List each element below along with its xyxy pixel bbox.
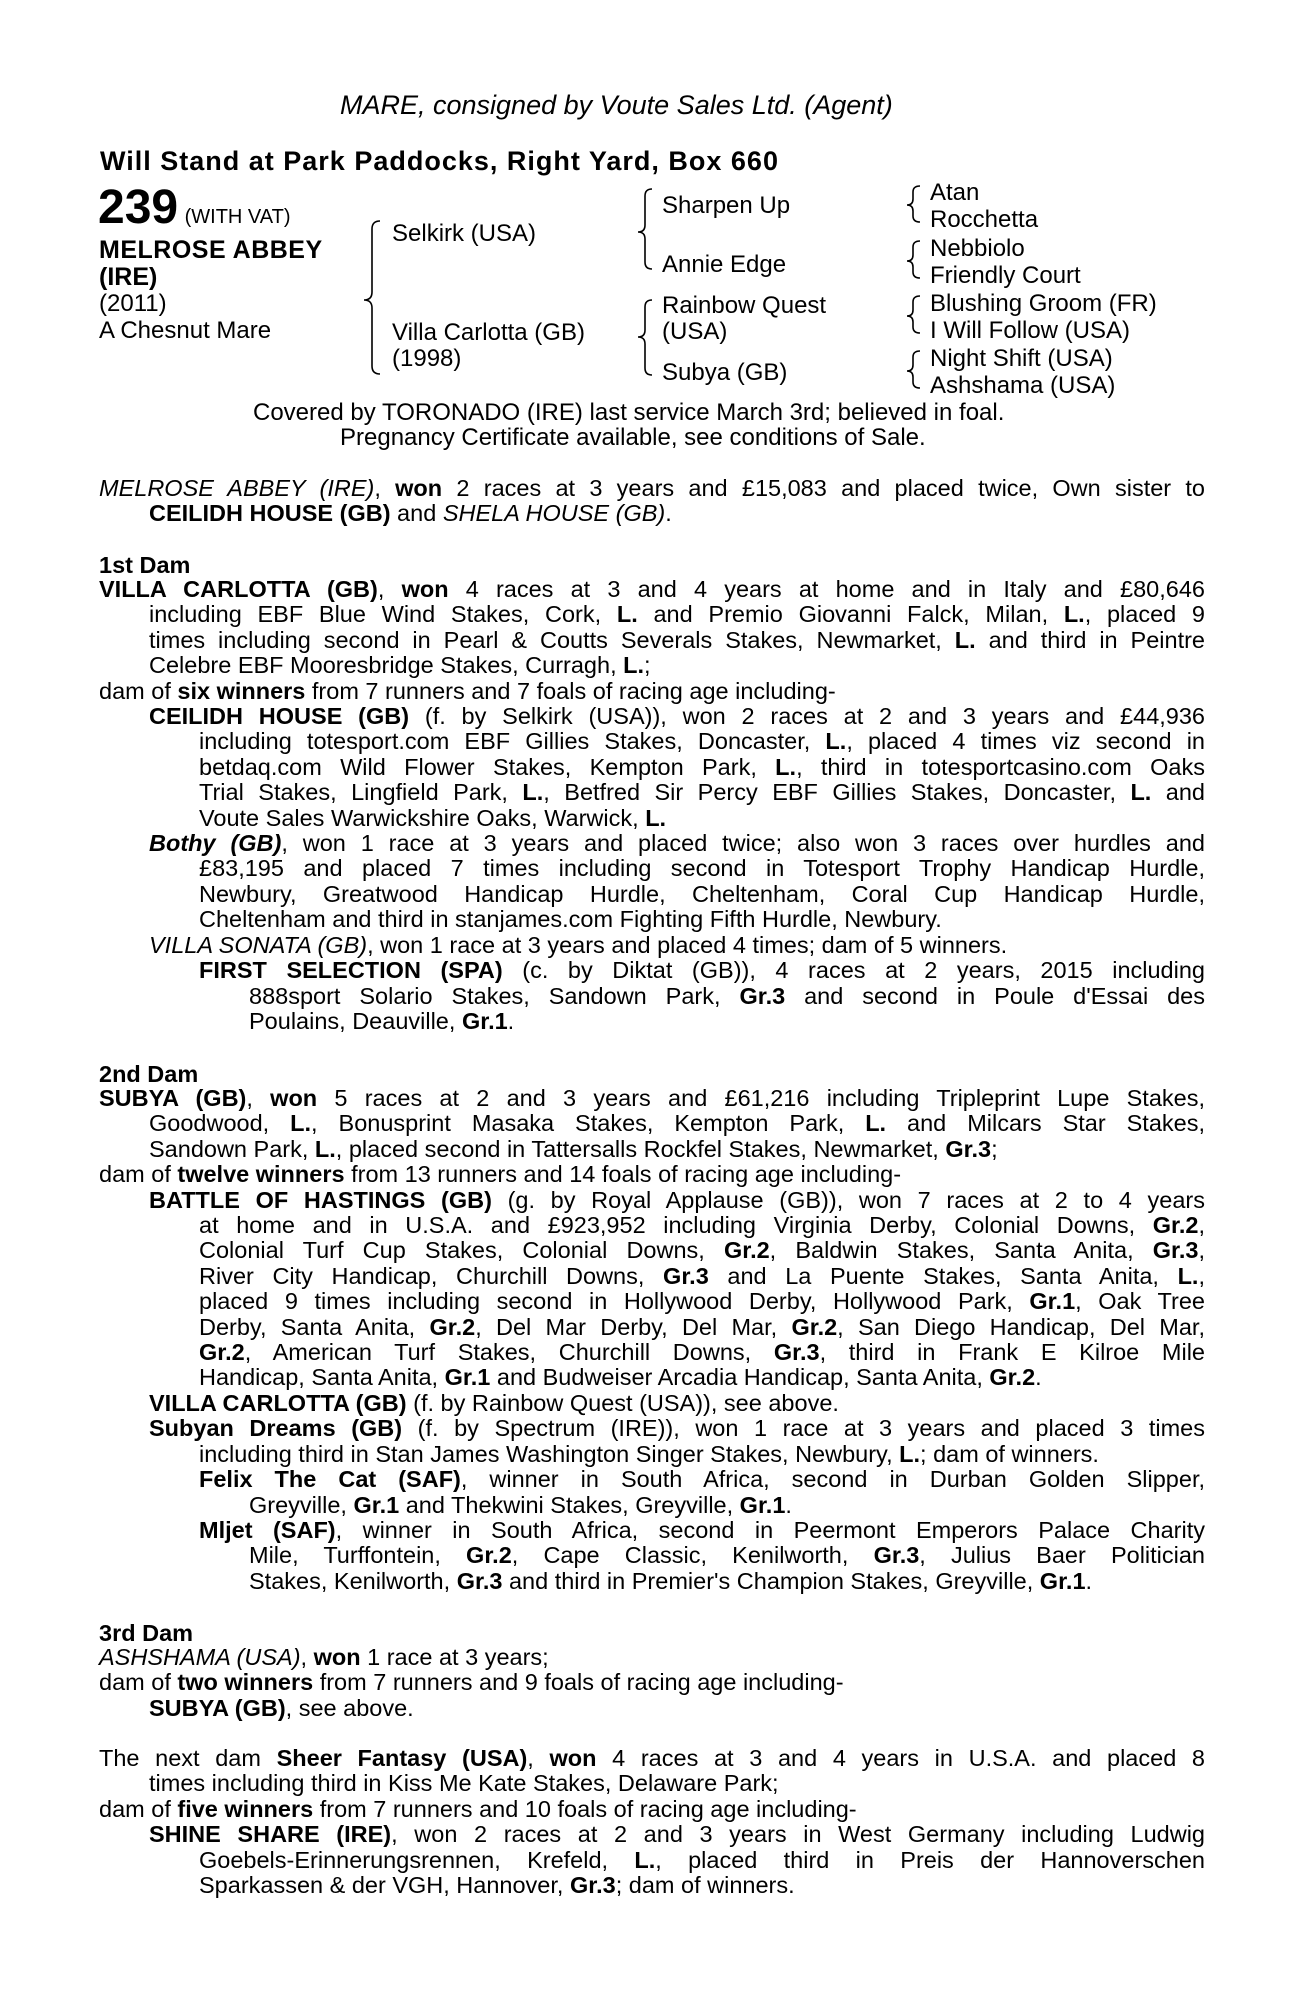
grade-badge: Gr.2 bbox=[723, 1237, 770, 1264]
horse-year: (2011) bbox=[99, 290, 167, 317]
pedigree-dam-line1: Villa Carlotta (GB) bbox=[392, 319, 585, 346]
grade-badge: L. bbox=[1130, 779, 1152, 806]
progeny-text: , third in totesportcasino.com Oaks bbox=[796, 753, 1205, 780]
first-dam-name: VILLA CARLOTTA (GB) bbox=[99, 576, 378, 602]
brace-sire bbox=[638, 189, 652, 269]
progeny-text: , Del Mar Derby, Del Mar, bbox=[475, 1313, 792, 1340]
grade-badge: Gr.2 bbox=[466, 1542, 512, 1569]
progeny-name: SUBYA (GB) bbox=[149, 1694, 286, 1721]
second-dam-heading: 2nd Dam bbox=[99, 1061, 199, 1087]
pedigree-g8: Ashshama (USA) bbox=[930, 372, 1116, 399]
second-dam-name: SUBYA (GB) bbox=[99, 1085, 247, 1111]
progeny-text: Stakes, Kenilworth, bbox=[249, 1567, 457, 1594]
first-dam-text: ; bbox=[644, 652, 651, 679]
third-dam-text: 1 race at 3 years; bbox=[360, 1644, 549, 1670]
second-dam-text: , Bonusprint Masaka Stakes, Kempton Park, bbox=[311, 1110, 866, 1137]
first-dam-text: and Premio Giovanni Falck, Milan, bbox=[637, 601, 1064, 628]
grade-badge: Gr.2 bbox=[429, 1313, 476, 1340]
covered-line1: Covered by TORONADO (IRE) last service March 3rd; believed in foal. bbox=[253, 399, 1005, 426]
grade-badge: Gr.2 bbox=[1152, 1212, 1199, 1239]
progeny-text: (c. by Diktat (GB)), 4 races at 2 years, 2015 including bbox=[502, 957, 1205, 984]
pedigree-braces bbox=[0, 0, 1314, 420]
grade-badge: Gr.2 bbox=[199, 1339, 245, 1366]
progeny-text: (f. by Spectrum (IRE)), won 1 race at 3 years and placed 3 times bbox=[402, 1415, 1205, 1442]
progeny-text: (g. by Royal Applause (GB)), won 7 races at 2 to 4 years bbox=[491, 1186, 1206, 1213]
grade-badge: Gr.1 bbox=[444, 1364, 491, 1391]
progeny-text: Derby, Santa Anita, bbox=[199, 1313, 430, 1340]
first-dam-won: won bbox=[401, 576, 449, 602]
progeny-text: Trial Stakes, Lingfield Park, bbox=[199, 779, 523, 806]
progeny-text: , bbox=[1198, 1237, 1205, 1264]
dam-of-text: from 13 runners and 14 foals of racing age including- bbox=[344, 1161, 902, 1188]
progeny-text: , winner in South Africa, second in Durban Golden Slipper, bbox=[460, 1466, 1206, 1493]
progeny-text: and third in Premier's Champion Stakes, Greyville, bbox=[502, 1567, 1040, 1594]
first-dam-text: and third in Peintre bbox=[975, 626, 1205, 653]
grade-badge: L. bbox=[616, 601, 638, 628]
grade-badge: L. bbox=[954, 626, 976, 653]
brace-g3 bbox=[907, 296, 920, 333]
progeny-text: , Betfred Sir Percy EBF Gillies Stakes, Doncaster, bbox=[543, 779, 1131, 806]
grade-badge: L. bbox=[623, 652, 645, 679]
progeny-text: Cheltenham and third in stanjames.com Fighting Fifth Hurdle, Newbury. bbox=[199, 906, 942, 933]
grade-badge: Gr.1 bbox=[461, 1007, 508, 1034]
progeny-text: . bbox=[507, 1007, 515, 1034]
next-dam-won: won bbox=[549, 1745, 597, 1771]
horse-name-line2: (IRE) bbox=[99, 263, 158, 291]
intro-sister1: CEILIDH HOUSE (GB) bbox=[149, 500, 391, 527]
progeny-text: , won 1 race at 3 years and placed twice; also won 3 races over hurdles and bbox=[281, 830, 1205, 857]
progeny-name: Felix The Cat (SAF) bbox=[199, 1466, 461, 1493]
progeny-text: 888sport Solario Stakes, Sandown Park, bbox=[249, 982, 740, 1009]
dam-of-text: dam of bbox=[99, 677, 178, 704]
grade-badge: L. bbox=[634, 1846, 656, 1873]
progeny-text: Newbury, Greatwood Handicap Hurdle, Cheltenham, Coral Cup Handicap Hurdle, bbox=[199, 880, 1205, 907]
winners-count: twelve winners bbox=[177, 1161, 345, 1188]
consignor-line: MARE, consigned by Voute Sales Ltd. (Agent) bbox=[340, 90, 893, 120]
progeny-text: Poulains, Deauville, bbox=[249, 1007, 462, 1034]
pedigree-sire: Selkirk (USA) bbox=[392, 220, 537, 247]
pedigree-g4: Friendly Court bbox=[930, 262, 1081, 289]
intro-name: MELROSE ABBEY (IRE) bbox=[99, 475, 375, 501]
brace-main bbox=[364, 221, 380, 374]
horse-description: A Chesnut Mare bbox=[99, 317, 272, 344]
next-dam-text: The next dam bbox=[99, 1745, 277, 1771]
progeny-text: , third in Frank E Kilroe Mile bbox=[819, 1339, 1206, 1366]
progeny-name: CEILIDH HOUSE (GB) bbox=[149, 703, 410, 730]
dam-of-text: from 7 runners and 7 foals of racing age including- bbox=[305, 677, 836, 704]
grade-badge: L. bbox=[522, 779, 544, 806]
progeny-text: , bbox=[1198, 1212, 1205, 1239]
second-dam-text: ; bbox=[991, 1135, 998, 1162]
dam-of-text: dam of bbox=[99, 1795, 178, 1822]
dam-of-text: dam of bbox=[99, 1161, 178, 1188]
grade-badge: Gr.3 bbox=[873, 1542, 920, 1569]
second-dam-text: and Milcars Star Stakes, bbox=[886, 1110, 1205, 1137]
third-dam-heading: 3rd Dam bbox=[99, 1620, 194, 1646]
pedigree-g3: Nebbiolo bbox=[930, 235, 1025, 262]
intro-end: . bbox=[665, 500, 672, 527]
second-dam-paragraph: SUBYA (GB), won 5 races at 2 and 3 years and £61,216 including Tripleprint Lupe Stakes, Goodwood, L., Bonusprint Masaka Stakes, Kempton Park, L. and Milcars Star Stakes, Sandown Park, L., placed second in Tattersalls Rockfel Stakes, Newmarket, Gr.3; dam of twelve winners from 13 runners and 14 foals of racing age including- BATTLE OF HASTINGS (GB) (g. by Royal Applause (GB)), won 7 races at 2 to 4 years at home and in U.S.A. and £923,952 including Virginia Derby, Colonial Downs, Gr.2, Colonial Turf Cup Stakes, Colonial Downs, Gr.2, Baldwin Stakes, Santa Anita, Gr.3, River City Handicap, Churchill Downs, Gr.3 and La Puente Stakes, Santa Anita, L., placed 9 times including second in Hollywood Derby, Hollywood Park, Gr.1, Oak Tree Derby, Santa Anita, Gr.2, Del Mar Derby, Del Mar, Gr.2, San Diego Handicap, Del Mar, Gr.2, American Turf Stakes, Churchill Downs, Gr.3, third in Frank E Kilroe Mile Handicap, Santa Anita, Gr.1 and Budweiser Arcadia Handicap, Santa Anita, Gr.2. VILLA CARLOTTA (GB) (f. by Rainbow Quest (USA)), see above. Subyan Dreams (GB) (f. by Spectrum (IRE)), won 1 race at 3 years and placed 3 times including third in Stan James Washington Singer Stakes, Newbury, L.; dam of winners. Felix The Cat (SAF), winner in South Africa, second in Durban Golden Slipper, Greyville, Gr.1 and Thekwini Stakes, Greyville, Gr.1. Mljet (SAF), winner in South Africa, second in Peermont Emperors Palace Charity Mile, Turffontein, Gr.2, Cape Classic, Kenilworth, Gr.3, Julius Baer Politician Stakes, Kenilworth, Gr.3 and third in Premier's Champion Stakes, Greyville, Gr.1. bbox=[99, 1085, 1206, 1594]
second-dam-won: won bbox=[270, 1085, 318, 1111]
winners-count: five winners bbox=[177, 1795, 314, 1822]
intro-paragraph: MELROSE ABBEY (IRE), won 2 races at 3 years and £15,083 and placed twice, Own sister to CEILIDH HOUSE (GB) and SHELA HOUSE (GB). bbox=[99, 475, 1205, 527]
grade-badge: L. bbox=[775, 753, 797, 780]
covered-line2: Pregnancy Certificate available, see conditions of Sale. bbox=[340, 424, 926, 451]
brace-g1 bbox=[907, 186, 920, 222]
progeny-text: and bbox=[1151, 779, 1205, 806]
progeny-name: BATTLE OF HASTINGS (GB) bbox=[149, 1186, 492, 1213]
intro-and: and bbox=[390, 500, 443, 527]
grade-badge: Gr.2 bbox=[989, 1364, 1036, 1391]
grade-badge: Gr.3 bbox=[569, 1872, 616, 1899]
first-dam-text: 4 races at 3 and 4 years at home and in Italy and £80,646 bbox=[448, 576, 1205, 602]
dam-of-text: dam of bbox=[99, 1669, 178, 1696]
progeny-text: and La Puente Stakes, Santa Anita, bbox=[708, 1262, 1178, 1289]
progeny-text: and Budweiser Arcadia Handicap, Santa Anita, bbox=[490, 1364, 990, 1391]
grade-badge: L. bbox=[1177, 1262, 1199, 1289]
next-dam-paragraph: The next dam Sheer Fantasy (USA), won 4 races at 3 and 4 years in U.S.A. and placed 8 times including third in Kiss Me Kate Stakes, Delaware Park; dam of five winners from 7 runners and 10 foals of racing age including- SHINE SHARE (IRE), won 2 races at 2 and 3 years in West Germany including Ludwig Goebels-Erinnerungsrennen, Krefeld, L., placed third in Preis der Hannoverschen Sparkassen & der VGH, Hannover, Gr.3; dam of winners. bbox=[99, 1745, 1205, 1899]
progeny-text: Sparkassen & der VGH, Hannover, bbox=[199, 1872, 570, 1899]
dam-of-text: from 7 runners and 9 foals of racing age including- bbox=[313, 1669, 844, 1696]
grade-badge: Gr.1 bbox=[1029, 1288, 1076, 1315]
progeny-text: Colonial Turf Cup Stakes, Colonial Downs, bbox=[199, 1237, 724, 1264]
progeny-text: Voute Sales Warwickshire Oaks, Warwick, bbox=[199, 804, 646, 831]
progeny-text: , winner in South Africa, second in Peermont Emperors Palace Charity bbox=[335, 1516, 1205, 1543]
winners-count: six winners bbox=[177, 677, 306, 704]
pedigree-g7: Night Shift (USA) bbox=[930, 345, 1113, 372]
next-dam-name: Sheer Fantasy (USA) bbox=[276, 1745, 528, 1771]
progeny-name: FIRST SELECTION (SPA) bbox=[199, 957, 503, 984]
first-dam-heading: 1st Dam bbox=[99, 552, 191, 578]
progeny-text: (f. by Selkirk (USA)), won 2 races at 2 and 3 years and £44,936 bbox=[409, 703, 1205, 730]
location-line: Will Stand at Park Paddocks, Right Yard, Box 660 bbox=[100, 146, 779, 176]
progeny-text: betdaq.com Wild Flower Stakes, Kempton Park, bbox=[199, 753, 776, 780]
vat-label: (WITH VAT) bbox=[184, 206, 291, 228]
next-dam-text: 4 races at 3 and 4 years in U.S.A. and placed 8 bbox=[596, 1745, 1205, 1771]
first-dam-text: including EBF Blue Wind Stakes, Cork, bbox=[149, 601, 617, 628]
grade-badge: Gr.3 bbox=[945, 1135, 992, 1162]
progeny-text: Mile, Turffontein, bbox=[249, 1542, 467, 1569]
grade-badge: Gr.1 bbox=[1039, 1567, 1086, 1594]
intro-sister2: SHELA HOUSE (GB) bbox=[442, 500, 666, 527]
progeny-text: , won 1 race at 3 years and placed 4 times; dam of 5 winners. bbox=[367, 931, 1008, 958]
second-dam-text: , placed second in Tattersalls Rockfel Stakes, Newmarket, bbox=[335, 1135, 946, 1162]
grade-badge: Gr.3 bbox=[663, 1262, 709, 1289]
brace-g4 bbox=[907, 351, 920, 388]
progeny-text: , placed 4 times viz second in bbox=[846, 728, 1205, 755]
grade-badge: Gr.3 bbox=[1152, 1237, 1199, 1264]
grade-badge: Gr.1 bbox=[353, 1491, 400, 1518]
progeny-text: ; dam of winners. bbox=[920, 1440, 1099, 1467]
third-dam-won: won bbox=[313, 1644, 361, 1670]
pedigree-dam-sire-line1: Rainbow Quest bbox=[662, 292, 827, 319]
progeny-text: placed 9 times including second in Hollywood Derby, Hollywood Park, bbox=[199, 1288, 1030, 1315]
second-dam-text: 5 races at 2 and 3 years and £61,216 including Tripleprint Lupe Stakes, bbox=[317, 1085, 1206, 1111]
progeny-text: Goebels-Erinnerungsrennen, Krefeld, bbox=[199, 1846, 635, 1873]
progeny-text: Handicap, Santa Anita, bbox=[199, 1364, 445, 1391]
horse-name-line1: MELROSE ABBEY bbox=[99, 236, 323, 264]
progeny-name: Bothy (GB) bbox=[149, 830, 282, 857]
grade-badge: L. bbox=[899, 1440, 921, 1467]
grade-badge: L. bbox=[825, 728, 847, 755]
pedigree-g1: Atan bbox=[930, 179, 980, 206]
progeny-text: including totesport.com EBF Gillies Stakes, Doncaster, bbox=[199, 728, 826, 755]
progeny-name: SHINE SHARE (IRE) bbox=[149, 1821, 392, 1848]
pedigree-sire-dam: Annie Edge bbox=[662, 251, 787, 278]
first-dam-text: times including second in Pearl & Coutts Severals Stakes, Newmarket, bbox=[149, 626, 955, 653]
pedigree-dam-sire-line2: (USA) bbox=[662, 318, 728, 345]
pedigree-dam-line2: (1998) bbox=[392, 345, 462, 372]
progeny-text: River City Handicap, Churchill Downs, bbox=[199, 1262, 664, 1289]
third-dam-paragraph: ASHSHAMA (USA), won 1 race at 3 years; dam of two winners from 7 runners and 9 foals of racing age including- SUBYA (GB), see above. bbox=[99, 1644, 844, 1721]
grade-badge: L. bbox=[290, 1110, 312, 1137]
second-dam-text: Goodwood, bbox=[149, 1110, 291, 1137]
intro-text: 2 races at 3 years and £15,083 and placed twice, Own sister to bbox=[442, 475, 1205, 501]
first-dam-text: Celebre EBF Mooresbridge Stakes, Curragh, bbox=[149, 652, 624, 679]
progeny-name: VILLA SONATA (GB) bbox=[149, 931, 368, 958]
winners-count: two winners bbox=[177, 1669, 314, 1696]
first-dam-paragraph: VILLA CARLOTTA (GB), won 4 races at 3 and 4 years at home and in Italy and £80,646 including EBF Blue Wind Stakes, Cork, L. and Premio Giovanni Falck, Milan, L., placed 9 times including second in Pearl & Coutts Severals Stakes, Newmarket, L. and third in Peintre Celebre EBF Mooresbridge Stakes, Curragh, L.; dam of six winners from 7 runners and 7 foals of racing age including- CEILIDH HOUSE (GB) (f. by Selkirk (USA)), won 2 races at 2 and 3 years and £44,936 including totesport.com EBF Gillies Stakes, Doncaster, L., placed 4 times viz second in betdaq.com Wild Flower Stakes, Kempton Park, L., third in totesportcasino.com Oaks Trial Stakes, Lingfield Park, L., Betfred Sir Percy EBF Gillies Stakes, Doncaster, L. and Voute Sales Warwickshire Oaks, Warwick, L. Bothy (GB), won 1 race at 3 years and placed twice; also won 3 races over hurdles and £83,195 and placed 7 times including second in Totesport Trophy Handicap Hurdle, Newbury, Greatwood Handicap Hurdle, Cheltenham, Coral Cup Handicap Hurdle, Cheltenham and third in stanjames.com Fighting Fifth Hurdle, Newbury. VILLA SONATA (GB), won 1 race at 3 years and placed 4 times; dam of 5 winners. FIRST SELECTION (SPA) (c. by Diktat (GB)), 4 races at 2 years, 2015 including 888sport Solario Stakes, Sandown Park, Gr.3 and second in Poule d'Essai des Poulains, Deauville, Gr.1. bbox=[99, 576, 1206, 1034]
second-dam-text: Sandown Park, bbox=[149, 1135, 315, 1162]
progeny-text: , placed third in Preis der Hannoverschen bbox=[655, 1846, 1205, 1873]
progeny-text: . bbox=[1035, 1364, 1042, 1391]
pedigree-g5: Blushing Groom (FR) bbox=[930, 290, 1157, 317]
grade-badge: L. bbox=[1063, 601, 1085, 628]
progeny-text: , Baldwin Stakes, Santa Anita, bbox=[769, 1237, 1153, 1264]
progeny-text: ; dam of winners. bbox=[615, 1872, 795, 1899]
progeny-text: £83,195 and placed 7 times including second in Totesport Trophy Handicap Hurdle, bbox=[199, 855, 1205, 882]
progeny-text: and second in Poule d'Essai des bbox=[785, 982, 1205, 1009]
progeny-text: , San Diego Handicap, Del Mar, bbox=[837, 1313, 1205, 1340]
progeny-text: , Cape Classic, Kenilworth, bbox=[511, 1542, 874, 1569]
progeny-text: , American Turf Stakes, Churchill Downs, bbox=[244, 1339, 774, 1366]
brace-g2 bbox=[907, 241, 920, 278]
progeny-text: . bbox=[1085, 1567, 1093, 1594]
progeny-text: , bbox=[1198, 1262, 1205, 1289]
progeny-name: VILLA CARLOTTA (GB) bbox=[149, 1389, 407, 1416]
progeny-text: Greyville, bbox=[249, 1491, 354, 1518]
grade-badge: Gr.3 bbox=[456, 1567, 503, 1594]
grade-badge: Gr.2 bbox=[791, 1313, 838, 1340]
progeny-name: Mljet (SAF) bbox=[199, 1516, 336, 1543]
progeny-text: at home and in U.S.A. and £923,952 including Virginia Derby, Colonial Downs, bbox=[199, 1212, 1153, 1239]
progeny-text: . bbox=[785, 1491, 792, 1518]
grade-badge: Gr.3 bbox=[773, 1339, 820, 1366]
brace-dam bbox=[638, 300, 652, 375]
grade-badge: L. bbox=[865, 1110, 887, 1137]
grade-badge: L. bbox=[314, 1135, 336, 1162]
pedigree-sire-sire: Sharpen Up bbox=[662, 192, 791, 219]
progeny-text: , Julius Baer Politician bbox=[919, 1542, 1206, 1569]
next-dam-text: times including third in Kiss Me Kate Stakes, Delaware Park; bbox=[149, 1770, 779, 1797]
progeny-text: , see above. bbox=[285, 1694, 414, 1721]
progeny-text: and Thekwini Stakes, Greyville, bbox=[399, 1491, 740, 1518]
intro-won: won bbox=[395, 475, 443, 501]
lot-number: 239 bbox=[98, 181, 179, 234]
pedigree-dam-dam: Subya (GB) bbox=[662, 359, 788, 386]
progeny-name: Subyan Dreams (GB) bbox=[149, 1415, 403, 1442]
pedigree-g2: Rocchetta bbox=[930, 206, 1039, 233]
grade-badge: Gr.3 bbox=[739, 982, 786, 1009]
progeny-text: including third in Stan James Washington Singer Stakes, Newbury, bbox=[199, 1440, 900, 1467]
progeny-text: , Oak Tree bbox=[1075, 1288, 1205, 1315]
dam-of-text: from 7 runners and 10 foals of racing age including- bbox=[313, 1795, 857, 1822]
progeny-text: , won 2 races at 2 and 3 years in West Germany including Ludwig bbox=[391, 1821, 1205, 1848]
progeny-text: (f. by Rainbow Quest (USA)), see above. bbox=[406, 1389, 839, 1416]
pedigree-g6: I Will Follow (USA) bbox=[930, 317, 1131, 344]
grade-badge: L. bbox=[645, 804, 667, 831]
grade-badge: Gr.1 bbox=[739, 1491, 786, 1518]
third-dam-name: ASHSHAMA (USA) bbox=[99, 1644, 301, 1670]
first-dam-text: , placed 9 bbox=[1084, 601, 1206, 628]
